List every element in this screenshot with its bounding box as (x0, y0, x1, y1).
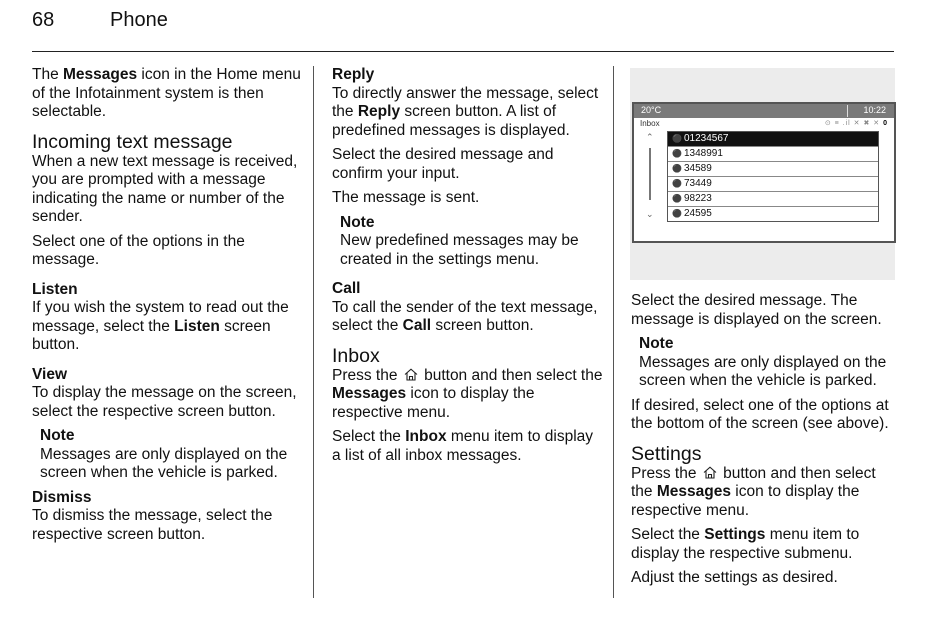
column-left (32, 66, 302, 550)
inbox-screenshot-figure (630, 68, 895, 280)
note-box (631, 335, 901, 391)
options-paragraph: If desired, select one of the options at the bottom of the screen (see above). (631, 396, 889, 432)
view-heading: View (32, 365, 68, 383)
list-item[interactable]: ⚫ 1348991 (668, 147, 878, 162)
message-icon: ⚫ (672, 179, 682, 188)
page-number: 68 (32, 9, 55, 31)
select-options-paragraph: Select one of the options in the message. (32, 232, 245, 268)
scroll-down-icon[interactable]: ⌄ (646, 209, 654, 219)
home-icon (404, 368, 418, 381)
select-message-paragraph: Select the desired message. The message is displayed on the screen. (631, 292, 882, 328)
infotainment-screen (632, 102, 896, 243)
settings-heading: Settings (631, 442, 702, 465)
message-icon: ⚫ (672, 149, 682, 158)
column-divider (313, 66, 314, 598)
note-label: Note (340, 213, 375, 231)
clock: 10:22 (863, 105, 886, 115)
incoming-paragraph: When a new text message is received, you are prompted with a message indicating the name or number of the sender. (32, 152, 298, 225)
message-icon: ⚫ (672, 134, 682, 143)
page-title: Phone (110, 9, 168, 31)
message-icon: ⚫ (672, 209, 682, 218)
scrollbar[interactable] (649, 148, 651, 200)
list-item[interactable]: ⚫ 34589 (668, 162, 878, 177)
reply-heading: Reply (332, 66, 375, 83)
listen-heading: Listen (32, 280, 78, 298)
inbox-heading: Inbox (332, 344, 380, 367)
page-header (32, 9, 894, 52)
note-text: Messages are only displayed on the screen when the vehicle is parked. (639, 353, 887, 389)
list-item[interactable]: ⚫ 01234567 (668, 132, 878, 147)
settings-paragraph-1: Press the button and then select the Messages icon to display the respective menu. (631, 464, 876, 519)
adjust-paragraph: Adjust the settings as desired. (631, 569, 838, 586)
select-confirm-paragraph: Select the desired message and confirm your input. (332, 146, 554, 182)
message-icon: ⚫ (672, 194, 682, 203)
message-icon: ⚫ (672, 164, 682, 173)
dismiss-paragraph: To dismiss the message, select the respective screen button. (32, 507, 273, 543)
column-middle (332, 66, 604, 471)
list-item[interactable]: ⚫ 98223 (668, 192, 878, 207)
sent-paragraph: The message is sent. (332, 189, 480, 206)
note-box (32, 427, 302, 483)
call-heading: Call (332, 280, 361, 297)
column-right (631, 292, 901, 594)
list-item[interactable]: ⚫ 73449 (668, 177, 878, 192)
intro-paragraph: The Messages icon in the Home menu of the Infotainment system is then selectable. (32, 66, 301, 120)
status-divider (847, 105, 848, 117)
note-box (332, 214, 604, 270)
dismiss-heading: Dismiss (32, 488, 92, 506)
home-icon (703, 466, 717, 479)
listen-paragraph: If you wish the system to read out the message, select the Listen screen button. (32, 299, 289, 353)
inbox-paragraph-2: Select the Inbox menu item to display a list of all inbox messages. (332, 428, 594, 464)
call-paragraph: To call the sender of the text message, select the Call screen button. (332, 298, 598, 334)
list-item[interactable]: ⚫ 24595 (672, 208, 712, 219)
status-bar (634, 104, 894, 118)
incoming-heading: Incoming text message (32, 130, 233, 153)
note-label: Note (639, 335, 674, 352)
view-paragraph: To display the message on the screen, select the respective screen button. (32, 384, 297, 420)
settings-paragraph-2: Select the Settings menu item to display the respective submenu. (631, 526, 860, 562)
column-divider (613, 66, 614, 598)
reply-paragraph: To directly answer the message, select the Reply screen button. A list of predefined messages is displayed. (332, 84, 599, 139)
system-status-icons: ⊙ ≡ .il ✕ ✖ ✕ 0 (824, 120, 888, 127)
note-text: Messages are only displayed on the screen when the vehicle is parked. (40, 445, 288, 481)
inbox-paragraph-1: Press the button and then select the Messages icon to display the respective menu. (332, 366, 603, 421)
temperature: 20°C (641, 105, 662, 115)
scroll-up-icon[interactable]: ⌃ (646, 132, 654, 142)
message-list (667, 131, 879, 222)
breadcrumb: Inbox (640, 119, 660, 128)
note-text: New predefined messages may be created in the settings menu. (340, 232, 579, 268)
note-label: Note (40, 427, 75, 444)
